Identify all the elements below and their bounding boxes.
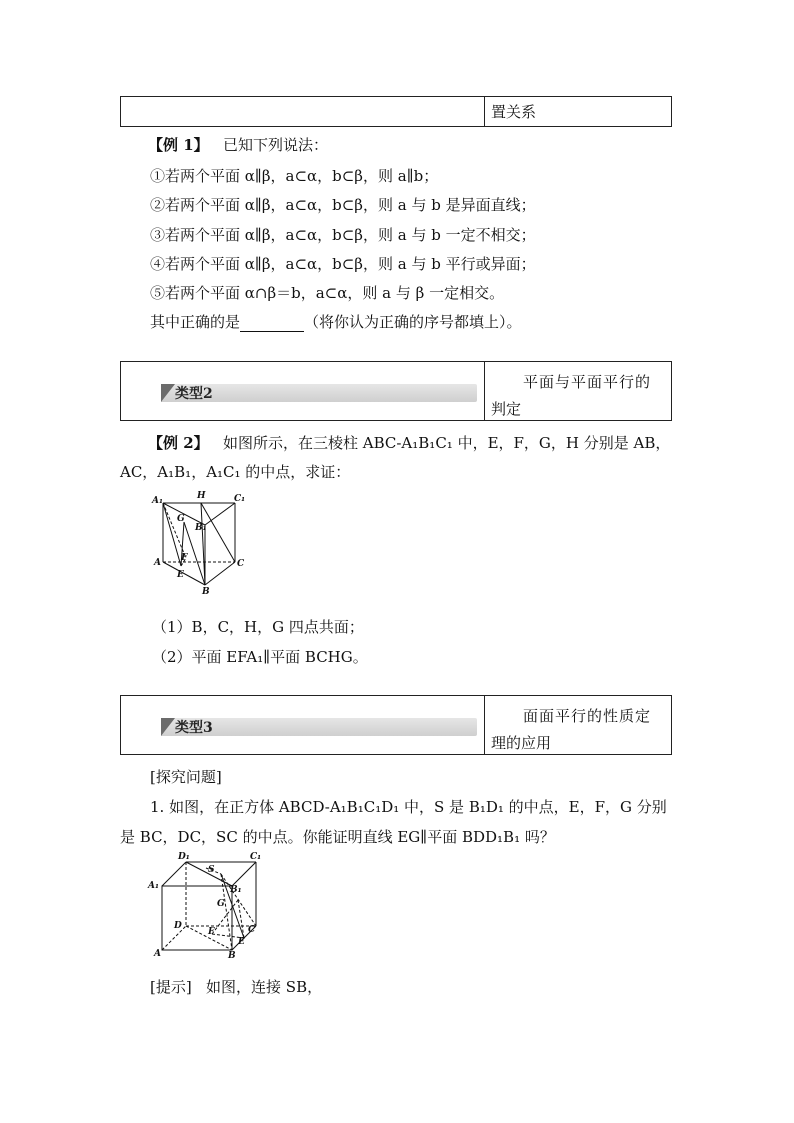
type3-title-line2: 理的应用 [491,734,552,752]
example2-part1: （1）B，C，H，G 四点共面； [152,618,364,636]
example1-title-line [148,135,328,155]
explore-q1-line2: 是 BC，DC，SC 的中点。你能证明直线 EG∥平面 BDD₁B₁ 吗？ [120,828,555,846]
vertex-label: D [174,921,182,931]
example1-item-2: ②若两个平面 α∥β，a⊂α，b⊂β，则 a 与 b 是异面直线； [150,196,536,214]
vertex-label: A [154,949,161,958]
vertex-label: C [248,925,256,935]
vertex-label: F [181,553,188,563]
example2-line2: AC，A₁B₁，A₁C₁ 的中点，求证： [120,463,351,481]
cube-figure [146,848,266,958]
example2-text1: 如图所示，在三棱柱 ABC-A₁B₁C₁ 中，E，F，G，H 分别是 AB， [222,434,671,452]
type2-title-line1: 平面与平面平行的 [523,373,652,391]
vertex-label: A₁ [152,496,163,506]
vertex-label: G [217,899,225,909]
top-table-right-text: 置关系 [491,103,537,121]
example1-item-4: ④若两个平面 α∥β，a⊂α，b⊂β，则 a 与 b 平行或异面； [150,255,536,273]
question-prefix: 其中正确的是 [150,313,241,331]
table-divider [484,362,485,420]
explore-heading: [探究问题] [150,768,222,786]
example1-intro: 已知下列说法： [222,136,328,154]
vertex-label: B [228,951,236,958]
vertex-label: C₁ [234,494,246,504]
question-suffix: （将你认为正确的序号都填上）。 [304,313,522,331]
vertex-label: D₁ [178,852,190,862]
answer-blank[interactable] [240,315,304,332]
vertex-label: F [208,927,215,937]
vertex-label: E [177,570,184,580]
top-table [120,96,672,127]
example1-item-5: ⑤若两个平面 α∩β＝b，a⊂α，则 a 与 β 一定相交。 [150,284,505,302]
vertex-label: H [197,491,206,501]
vertex-label: B₁ [230,885,242,895]
vertex-label: E [238,937,245,947]
type2-label: 类型2 [175,386,213,402]
hint-line [150,977,322,997]
type3-box [120,695,672,755]
example1-item-1: ①若两个平面 α∥β，a⊂α，b⊂β，则 a∥b； [150,167,439,185]
hint-label: [提示] [150,978,192,996]
vertex-label: A [154,558,161,568]
vertex-label: G [177,514,185,524]
vertex-label: B [202,587,210,596]
example2-part2: （2）平面 EFA₁∥平面 BCHG。 [152,648,368,666]
type2-box [120,361,672,421]
vertex-label: A₁ [148,881,159,891]
vertex-label: C₁ [250,852,262,862]
example2-heading: 【例 2】 [148,434,209,452]
banner-tab [161,384,175,402]
explore-q1-line1: 1. 如图，在正方体 ABCD-A₁B₁C₁D₁ 中，S 是 B₁D₁ 的中点，E，F，G 分别 [150,798,667,816]
table-divider [484,97,485,126]
type3-label: 类型3 [175,720,213,736]
vertex-label: B₁ [195,523,207,533]
prism-figure [150,488,250,596]
vertex-label: C [237,559,245,569]
example2-line1 [148,433,670,453]
example1-item-3: ③若两个平面 α∥β，a⊂α，b⊂β，则 a 与 b 一定不相交； [150,226,536,244]
type3-title-line1: 面面平行的性质定 [523,707,652,725]
example1-question [150,312,522,332]
hint-text: 如图，连接 SB， [206,978,323,996]
example1-heading: 【例 1】 [148,136,209,154]
table-divider [484,696,485,754]
type2-title-line2: 判定 [491,400,522,418]
banner-tab [161,718,175,736]
vertex-label: S [208,865,215,875]
